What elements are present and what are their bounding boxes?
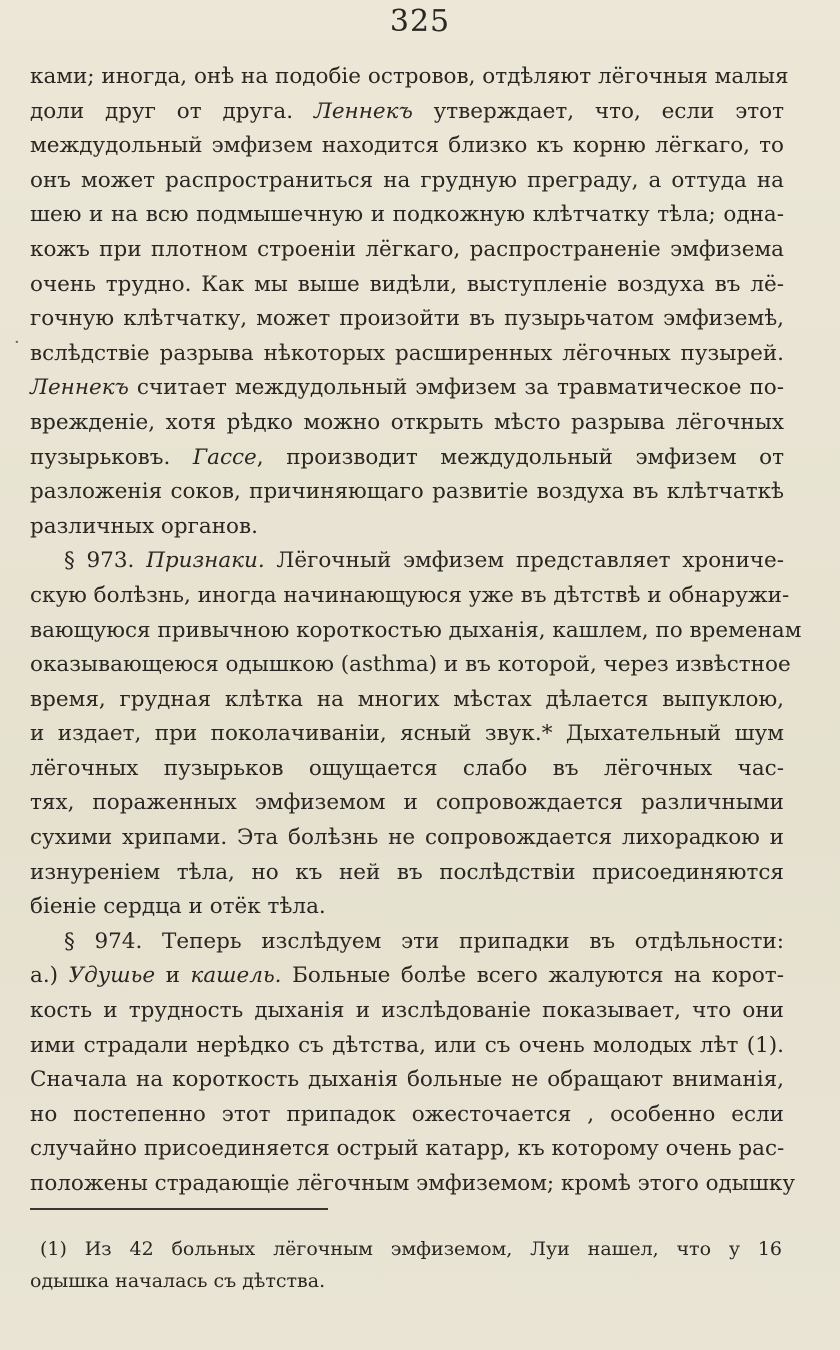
text-line: врежденіе, хотя рѣдко можно открыть мѣсто разрыва лёгочных xyxy=(30,409,784,435)
text-line xyxy=(30,371,784,406)
text-line: время, грудная клѣтка на многих мѣстах дѣлается выпуклою, xyxy=(30,686,784,712)
section-heading-line xyxy=(30,925,784,960)
body-text xyxy=(30,60,802,1202)
text-line xyxy=(30,441,784,476)
footnote xyxy=(30,1233,782,1297)
text-span: доли друг от друга. xyxy=(30,98,294,124)
text-line: изнуреніем тѣла, но къ ней въ послѣдствіи присоединяются xyxy=(30,859,784,885)
list-marker: a.) xyxy=(30,963,59,989)
section-number: § 974. xyxy=(64,928,143,954)
text-line: гочную клѣтчатку, может произойти въ пузырьчатом эмфиземѣ, xyxy=(30,306,784,332)
text-span: считает междудольный эмфизем за травматическое по- xyxy=(136,375,784,401)
text-span: утверждает, что, если этот xyxy=(433,98,785,124)
text-line: случайно присоединяется острый катарр, къ которому очень рас- xyxy=(30,1136,785,1162)
text-line: тях, пораженных эмфиземом и сопровождается различными xyxy=(30,790,784,816)
section-number: § 973. xyxy=(64,548,135,574)
author-name: Леннекъ xyxy=(313,98,413,124)
text-line xyxy=(30,95,784,130)
text-line: различных органов. xyxy=(30,513,258,539)
text-span: пузырьковъ. xyxy=(30,444,171,470)
section-heading-line xyxy=(30,544,784,579)
text-span: и xyxy=(165,963,180,989)
text-span: , производит междудольный эмфизем от xyxy=(256,444,784,470)
text-line: разложенія соков, причиняющаго развитіе воздуха въ клѣтчаткѣ xyxy=(30,479,784,505)
text-line xyxy=(30,959,784,994)
text-line: біеніе сердца и отёк тѣла. xyxy=(30,894,326,920)
page-number: 325 xyxy=(389,4,451,39)
author-name: Гассе xyxy=(192,444,257,470)
symptom-term: кашель. xyxy=(190,963,282,989)
footnote-line: (1) Из 42 больных лёгочным эмфиземом, Луи нашел, что у 16 xyxy=(40,1238,782,1260)
text-line: Сначала на короткость дыханія больные не обращают вниманія, xyxy=(30,1067,784,1093)
text-line: сухими хрипами. Эта болѣзнь не сопровождается лихорадкою и xyxy=(30,825,784,851)
text-line: но постепенно этот припадок ожесточается , особенно если xyxy=(30,1101,784,1127)
text-line: междудольный эмфизем находится близко къ корню лёгкаго, то xyxy=(30,133,784,159)
text-span: Теперь изслѣдуем эти припадки въ отдѣльности: xyxy=(162,928,784,954)
text-line: вслѣдствіе разрыва нѣкоторых расширенных лёгочных пузырей. xyxy=(30,340,784,366)
text-line: ими страдали нерѣдко съ дѣтства, или съ очень молодых лѣт (1). xyxy=(30,1032,784,1058)
margin-mark: · xyxy=(14,332,20,353)
text-line: очень трудно. Как мы выше видѣли, выступленіе воздуха въ лё- xyxy=(30,271,784,297)
author-name: Леннекъ xyxy=(30,375,129,401)
text-line: вающуюся привычною короткостью дыханія, кашлем, по временам xyxy=(30,617,802,643)
text-line: положены страдающіе лёгочным эмфиземом; кромѣ этого одышку xyxy=(30,1171,795,1196)
text-line: скую болѣзнь, иногда начинающуюся уже въ дѣтствѣ и обнаружи- xyxy=(30,582,790,608)
text-span: Больные болѣе всего жалуются на корот- xyxy=(292,963,784,989)
text-line: и издает, при поколачиваніи, ясный звук.* Дыхательный шум xyxy=(30,721,784,747)
text-line: лёгочных пузырьков ощущается слабо въ лёгочных час- xyxy=(30,755,784,781)
text-line: ками; иногда, онѣ на подобіе островов, отдѣляют лёгочныя малыя xyxy=(30,64,789,89)
text-line: кость и трудность дыханія и изслѣдованіе показывает, что они xyxy=(30,998,784,1024)
footnote-line: одышка началась съ дѣтства. xyxy=(30,1270,326,1292)
text-span: Лёгочный эмфизем представляет хрониче- xyxy=(276,548,784,574)
footnote-divider xyxy=(30,1208,328,1210)
symptom-term: Удушье xyxy=(68,963,156,989)
text-line: шею и на всю подмышечную и подкожную клѣтчатку тѣла; одна- xyxy=(30,202,784,228)
text-line: онъ может распространиться на грудную преграду, а оттуда на xyxy=(30,167,784,193)
text-line: оказывающеюся одышкою (asthma) и въ которой, через извѣстное xyxy=(30,652,791,678)
text-line: кожъ при плотном строеніи лёгкаго, распространеніе эмфизема xyxy=(30,236,784,262)
section-title: Признаки. xyxy=(146,548,265,574)
